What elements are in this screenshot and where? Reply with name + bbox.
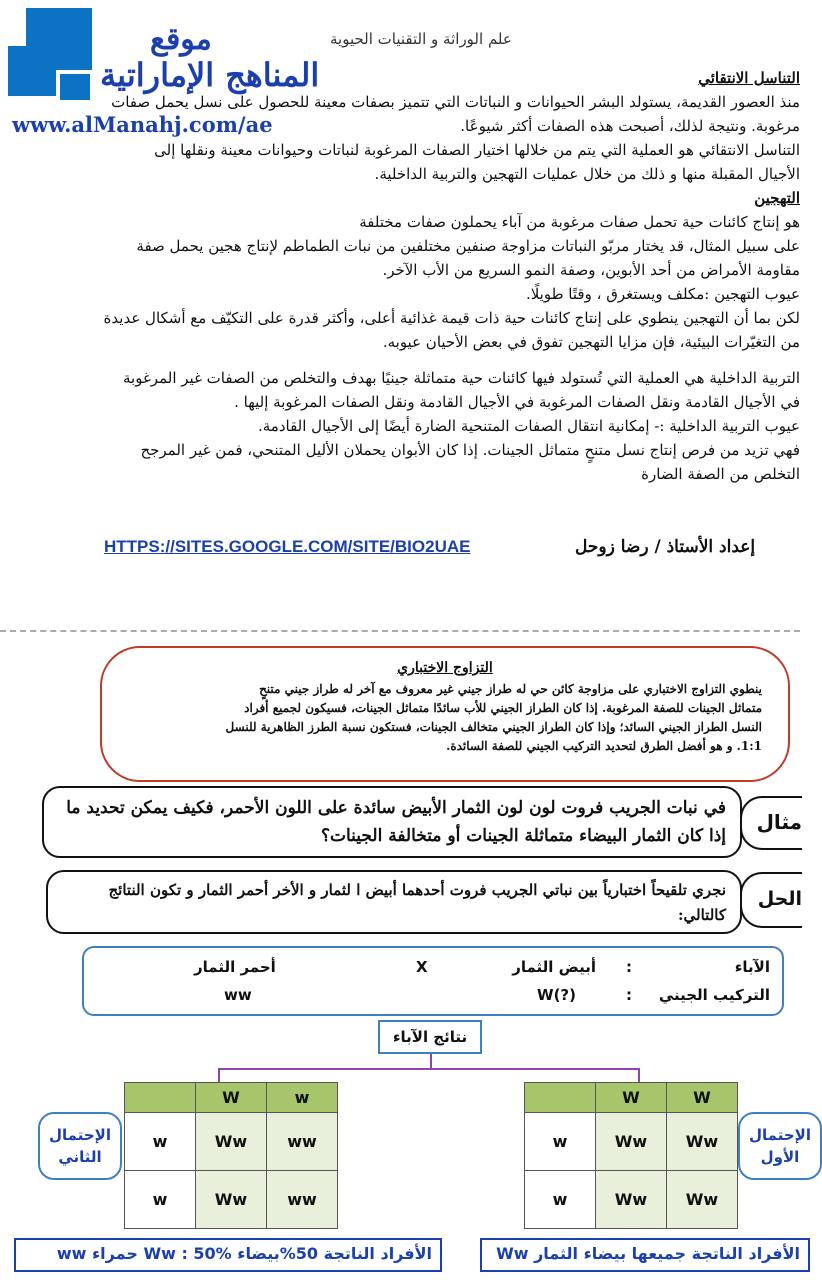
punnett-cell: Ww [196, 1113, 267, 1171]
punnett-cell: Ww [196, 1171, 267, 1229]
article-line: من التغيّرات البيئية، فإن مزايا التهجين تفوق في بعض الأحيان عيوبه. [382, 333, 800, 351]
colon: : [626, 986, 632, 1004]
solution-label: الحل [740, 872, 802, 928]
punnett-header-cell: W [596, 1083, 667, 1113]
punnett-cell: Ww [596, 1171, 667, 1229]
red-parent-genotype: ww [224, 986, 252, 1004]
definition-line: متماثل الجينات للصفة المرغوبة. إذا كان الطراز الجيني للأب سائدًا متماثل الجينات، فسيكون لجميع أفراد [244, 701, 762, 715]
article-line: مرغوبة. ونتيجة لذلك، أصبحت هذه الصفات أكثر شيوعًا. [460, 117, 800, 135]
punnett-cell: Ww [667, 1171, 738, 1229]
punnett-header-cell: W [196, 1083, 267, 1113]
article-line: الأجيال المقبلة منها و ذلك من خلال عمليات التهجين والتربية الداخلية. [374, 165, 800, 183]
result-second: الأفراد الناتجة 50%بيضاء Ww : 50% حمراء ww [14, 1238, 442, 1272]
results-label: نتائج الآباء [378, 1020, 482, 1054]
parents-label: الآباء [734, 958, 770, 976]
probability-first-label: الإحتمال الأول [738, 1112, 822, 1180]
punnett-square-first [524, 1082, 738, 1229]
punnett-header-cell [125, 1083, 196, 1113]
page-divider [0, 630, 800, 632]
colon: : [626, 958, 632, 976]
example-label: مثال [740, 796, 802, 850]
red-parent-label: أحمر الثمار [194, 958, 276, 976]
site-name-line2: المناهج الإماراتية [100, 56, 320, 94]
site-url-link[interactable]: www.alManahj.com/ae [12, 112, 273, 137]
article-line: عيوب التهجين :مكلف ويستغرق ، وقتًا طويلًا. [525, 285, 800, 303]
probability-second-label: الإحتمال الثاني [38, 1112, 122, 1180]
subject-title: علم الوراثة و التقنيات الحيوية [330, 30, 512, 48]
definition-line: النسل الطراز الجيني السائد؛ وإذا كان الطراز الجيني متخالف الجينات، فستكون نسبة الطرز الظاهرية للنسل [225, 720, 762, 734]
article-line: التخلص من الصفة الضارة [641, 465, 800, 483]
footer-url-link[interactable]: HTTPS://SITES.GOOGLE.COM/SITE/BIO2UAE [104, 537, 471, 556]
cross-symbol: X [416, 958, 428, 976]
results-connector [430, 1054, 432, 1068]
article-line: منذ العصور القديمة، يستولد البشر الحيوانات و النباتات التي تتميز بصفات معينة للحصول على نسل يحمل صفات [111, 93, 800, 111]
white-parent-label: أبيض الثمار [512, 958, 596, 976]
punnett-cell: ww [267, 1171, 338, 1229]
parents-cross-box [82, 946, 784, 1016]
article-line: عيوب التربية الداخلية :- إمكانية انتقال الصفات المتنحية الضارة أيضًا إلى الأجيال القادمة. [257, 417, 800, 435]
section-heading: التهجين [754, 189, 800, 207]
punnett-header-cell [525, 1083, 596, 1113]
article-line: التناسل الانتقائي هو العملية التي يتم من خلالها اختيار الصفات المرغوبة لنباتات وحيوانات معينة ونقلها إلى [154, 141, 800, 159]
punnett-cell: Ww [667, 1113, 738, 1171]
footer-author: إعداد الأستاذ / رضا زوحل [575, 537, 756, 557]
article-line [40, 354, 800, 366]
genotype-label: التركيب الجيني [658, 986, 770, 1004]
punnett-row-allele: w [125, 1113, 196, 1171]
article-line: في الأجيال القادمة ونقل الصفات المرغوبة في الأجيال القادمة ونقل الصفات المرغوبة إليها . [234, 393, 800, 411]
punnett-header-cell: W [667, 1083, 738, 1113]
section-heading: التناسل الانتقائي [698, 69, 800, 87]
punnett-cell: ww [267, 1113, 338, 1171]
punnett-row-allele: w [525, 1113, 596, 1171]
article-line: على سبيل المثال، قد يختار مربّو النباتات مزاوجة صنفين مختلفين من نبات الطماطم لإنتاج هجين يحمل صفة [136, 237, 800, 255]
result-first: الأفراد الناتجة جميعها بيضاء الثمار Ww [480, 1238, 810, 1272]
definition-line: 1:1. و هو أفضل الطرق لتحديد التركيب الجيني للصفة السائدة. [446, 739, 762, 753]
punnett-square-second [124, 1082, 338, 1229]
definition-line: ينطوي التزاوج الاختباري على مزاوجة كائن حي له طراز جيني غير معروف مع آخر له طراز جيني متنحٍ [259, 682, 762, 696]
solution-text: نجري تلقيحاً اختبارياً بين نباتي الجريب فروت أحدهما أبيض ا لثمار و الأخر أحمر الثمار و تكون النتائج كالتالي: [46, 870, 742, 934]
results-bracket [218, 1068, 640, 1082]
example-question: في نبات الجريب فروت لون لون الثمار الأبيض سائدة على اللون الأحمر، فكيف يمكن تحديد ما إذا كان الثمار البيضاء متماثلة الجينات أو متخالفة الجينات؟ [42, 786, 742, 858]
site-name-line1: موقع [150, 22, 212, 57]
punnett-cell: Ww [596, 1113, 667, 1171]
punnett-row-allele: w [125, 1171, 196, 1229]
white-parent-genotype: W(?) [537, 986, 576, 1004]
article-line: هو إنتاج كائنات حية تحمل صفات مرغوبة من آباء يحملون صفات مختلفة [359, 213, 800, 231]
definition-title: التزاوج الاختباري [397, 660, 493, 676]
article-line: لكن بما أن التهجين ينطوي على إنتاج كائنات حية ذات قيمة غذائية أعلى، وأكثر قدرة على التكيّف مع أشكال عديدة [103, 309, 800, 327]
punnett-header-cell: w [267, 1083, 338, 1113]
article-line: التربية الداخلية هي العملية التي تُستولد فيها كائنات حية متماثلة جينيًا بهدف والتخلص من الصفات غير المرغوبة [123, 369, 800, 387]
article-line: فهي تزيد من فرص إنتاج نسل متنحٍ متماثل الجينات. إذا كان الأبوان يحملان الأليل المتنحي، فمن غير المرجح [140, 441, 800, 459]
testcross-definition-box [100, 646, 790, 782]
article-line: مقاومة الأمراض من أحد الأبوين، وصفة النمو السريع من الأب الآخر. [382, 261, 800, 279]
punnett-row-allele: w [525, 1171, 596, 1229]
